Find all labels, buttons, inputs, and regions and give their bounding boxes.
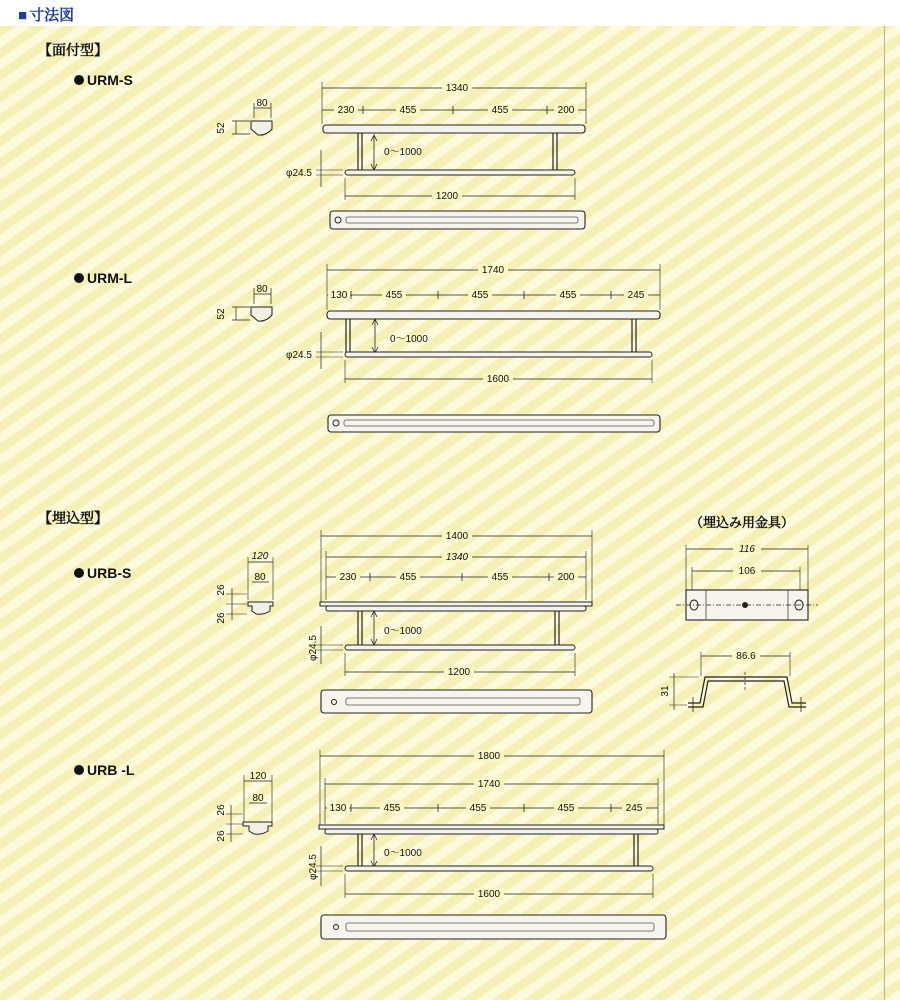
side-width-label: 80 — [256, 284, 268, 295]
overall-length-label: 1740 — [481, 265, 505, 276]
side-profile — [216, 551, 273, 624]
side-outer-label: 120 — [251, 551, 269, 562]
spacing-label: 230 — [337, 105, 355, 116]
spacing-label: 455 — [491, 572, 509, 583]
drawing-urb-s — [216, 530, 592, 713]
drawing-urb-l — [216, 750, 666, 939]
side-width-label: 80 — [256, 98, 268, 109]
model-name: URB -L — [87, 762, 135, 778]
drop-range-label: 0〜1000 — [390, 334, 428, 345]
pipe-length-label: 1200 — [435, 191, 459, 202]
pipe-diameter-label: φ24.5 — [286, 350, 312, 361]
side-height-label: 52 — [216, 122, 227, 134]
bracket-height-label: 31 — [660, 685, 671, 697]
spacing-label: 130 — [330, 290, 348, 301]
side-inner-label: 80 — [254, 572, 266, 583]
title-square-icon: ■ — [18, 7, 28, 24]
side-h1-label: 26 — [216, 804, 227, 816]
drop-range-label: 0〜1000 — [384, 848, 422, 859]
overall-outer-label: 1400 — [445, 531, 469, 542]
pipe-diameter-label: φ24.5 — [308, 854, 319, 880]
model-name: URB-S — [87, 565, 132, 581]
side-profile — [216, 284, 272, 321]
spacing-label: 455 — [399, 572, 417, 583]
spacing-label: 230 — [339, 572, 357, 583]
model-name: URM-L — [87, 270, 133, 286]
spacing-label: 200 — [557, 572, 575, 583]
side-height-label: 52 — [216, 308, 227, 320]
spacing-label: 455 — [385, 290, 403, 301]
page-title-text: 寸法図 — [29, 7, 75, 24]
spacing-label: 455 — [471, 290, 489, 301]
pipe-length-label: 1200 — [447, 667, 471, 678]
fittings-title: （埋込み用金具） — [690, 515, 795, 530]
pipe-diameter-label: φ24.5 — [286, 168, 312, 179]
bracket-width-label: 86.6 — [736, 651, 756, 662]
spacing-label: 200 — [557, 105, 575, 116]
spacing-label: 245 — [627, 290, 645, 301]
drawing-urm-s — [216, 82, 586, 229]
section-recessed: 【埋込型】 — [38, 510, 108, 526]
section-surface-mount: 【面付型】 — [38, 42, 108, 58]
spacing-label: 245 — [625, 803, 643, 814]
spacing-label: 455 — [469, 803, 487, 814]
drop-range-label: 0〜1000 — [384, 626, 422, 637]
spacing-label: 130 — [329, 803, 347, 814]
drawing-urm-l — [216, 264, 660, 432]
pipe-length-label: 1600 — [477, 889, 501, 900]
side-h2-label: 26 — [216, 830, 227, 842]
drawing-recess-fittings — [660, 543, 818, 712]
drop-range-label: 0〜1000 — [384, 147, 422, 158]
spacing-label: 455 — [491, 105, 509, 116]
side-h2-label: 26 — [216, 612, 227, 624]
pipe-length-label: 1600 — [486, 374, 510, 385]
side-inner-label: 80 — [252, 793, 264, 804]
model-name: URM-S — [87, 72, 133, 88]
side-profile — [216, 98, 272, 135]
overall-length-label: 1340 — [445, 83, 469, 94]
fitting-inner-label: 106 — [738, 566, 756, 577]
side-profile — [216, 771, 272, 842]
pipe-diameter-label: φ24.5 — [308, 635, 319, 661]
overall-outer-label: 1800 — [477, 751, 501, 762]
side-outer-label: 120 — [249, 771, 267, 782]
overall-length-label: 1340 — [445, 552, 469, 563]
spacing-label: 455 — [559, 290, 577, 301]
fitting-outer-label: 116 — [739, 544, 755, 555]
spacing-label: 455 — [399, 105, 417, 116]
overall-length-label: 1740 — [477, 779, 501, 790]
spacing-label: 455 — [557, 803, 575, 814]
spacing-label: 455 — [383, 803, 401, 814]
side-h1-label: 26 — [216, 584, 227, 596]
